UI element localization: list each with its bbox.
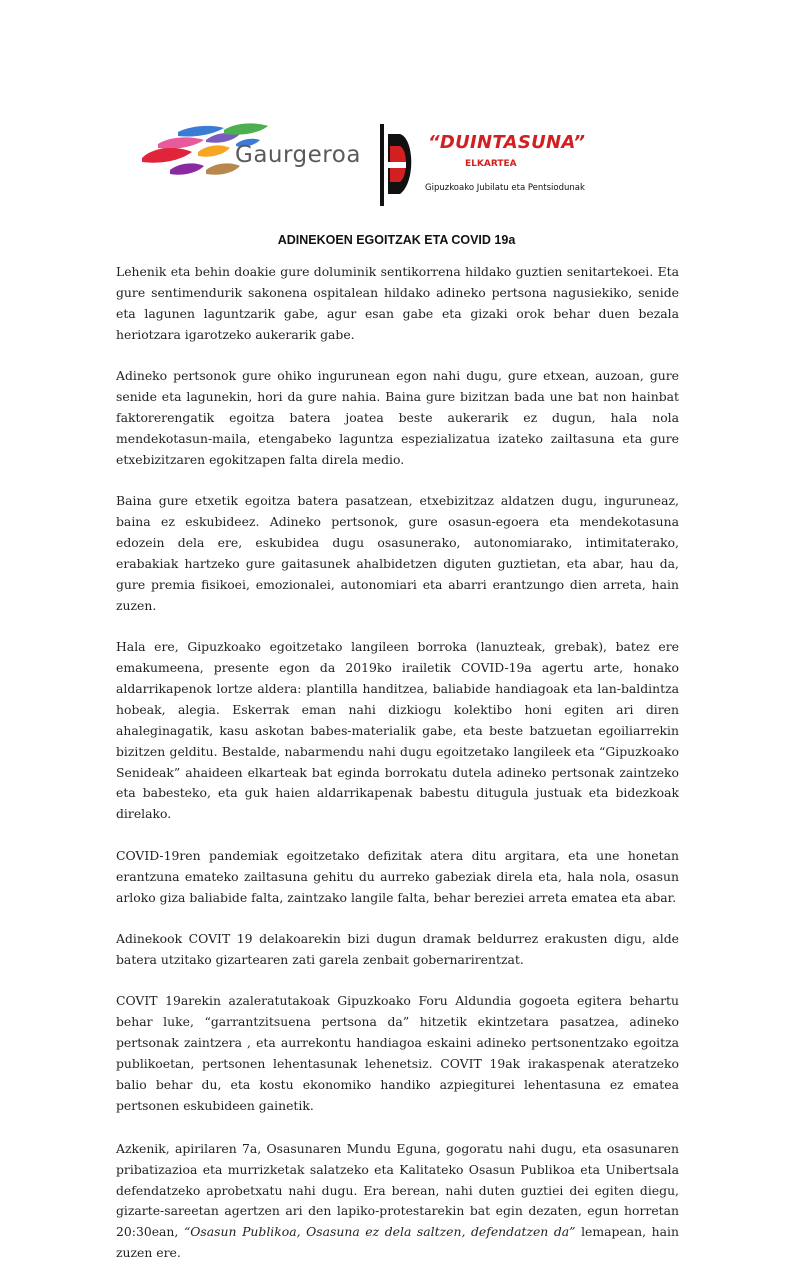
- paragraph-final-text: Azkenik, apirilaren 7a, Osasunaren Mundu Eguna, gogoratu nahi dugu, eta osasunaren pribatizazioa eta murrizketak salatzeko eta Kalitateko Osasun Publikoa eta Unibertsala defendatzeko aprobetxatu nahi dugu. Era berean, nahi duten guztiei dei egiten diegu, gizarte-sareetan agertzen ari den lapiko-protestarekin bat egin dezaten, egun horretan 20:30ean,: [116, 1140, 679, 1240]
- duintasuna-title: “DUINTASUNA”: [428, 132, 586, 153]
- duintasuna-description: Gipuzkoako Jubilatu eta Pentsiodunak: [425, 183, 585, 193]
- document-title: ADINEKOEN EGOITZAK ETA COVID 19a: [277, 233, 516, 247]
- gaurgeroa-logo: [140, 118, 361, 198]
- slogan-quote: “Osasun Publikoa, Osasuna ez dela saltzen, defendatzen da”: [183, 1224, 576, 1240]
- duintasuna-emblem: [378, 124, 418, 206]
- paragraph: Adineko pertsonok gure ohiko ingurunean egon nahi dugu, gure etxean, auzoan, gure senide eta lagunekin, hori da gure nahia. Baina gure bizitzan bada une bat non hainbat faktorerengatik egoitza batera joatea beste aukerarik ez dugun, hala nola mendekotasun-maila, etengabeko laguntza espezializatua izateko zailtasuna eta gure etxebizitzaren egokitzapen falta direla medio.: [116, 368, 679, 467]
- paragraph: Baina gure etxetik egoitza batera pasatzean, etxebizitzaz aldatzen dugu, inguruneaz, baina ez eskubideez. Adineko pertsonok, gure osasun-egoera eta mendekotasuna edozein dela ere, eskubidea dugu osasunerako, autonomiarako, intimitaterako, erabakiak hartzeko gure gaitasunek ahalbidetzen diguten guztietan, eta abar, hau da, gure premia fisikoei, emozionalei, autonomiari eta abarri erantzungo dien arreta, hain zuzen.: [116, 493, 679, 613]
- paragraph-final-end: lemapean, hain zuzen ere.: [116, 1224, 679, 1261]
- paragraph: Adinekook COVIT 19 delakoarekin bizi dugun dramak beldurrez erakusten digu, alde batera utzitako gizartearen zati garela zenbait gobernarirentzat.: [116, 930, 679, 967]
- logo-header: [0, 110, 793, 220]
- paragraph: Hala ere, Gipuzkoako egoitzetako langileen borroka (lanuzteak, grebak), batez ere emakumeena, presente egon da 2019ko irailetik COVID-19a agertu arte, honako aldarrikapenok lortze aldera: plantilla handitzea, baliabide handiagoak eta lan-baldintza hobeak, alegia. Eskerrak eman nahi dizkiogu kolektibo honi egiten ari diren ahaleginagatik, kasu askotan babes-materialik gabe, eta beste batzuetan egoiliarrekin bizitzen gelditu. Bestalde, nabarmendu nahi dugu egoitzetako langileek eta “Gipuzkoako Senideak” ahaideen elkarteak bat eginda borrokatu dutela adineko pertsonak zaintzeko eta babesteko, eta guk haien aldarrikapenak babestu ditugula justuak eta bidezkoak direlako.: [116, 639, 679, 822]
- paragraph: COVID-19ren pandemiak egoitzetako defizitak atera ditu argitara, eta une honetan erantzuna emateko zailtasuna gehitu du aurreko gabeziak direla eta, hala nola, osasun arloko giza baliabide falta, zaintzako langile falta, behar bereziei arreta ematea eta abar.: [116, 847, 679, 905]
- paragraph-final: [116, 1139, 679, 1264]
- paragraph: Lehenik eta behin doakie gure doluminik sentikorrena hildako guztien senitartekoei. Eta gure sentimendurik sakonena ospitalean hildako adineko pertsona nagusiekiko, senide eta lagunen laguntzarik gabe, agur esan gabe eta gizaki orok behar duen bezala heriotzara igarotzeko aukerarik gabe.: [116, 264, 679, 342]
- document-body: [116, 262, 679, 1264]
- duintasuna-subtitle: ELKARTEA: [465, 159, 517, 169]
- gaurgeroa-wordmark: Gaurgeroa: [235, 142, 361, 168]
- paragraph: COVIT 19arekin azaleratutakoak Gipuzkoako Foru Aldundia gogoeta egitera behartu behar luke, “garrantzitsuena pertsona da” hitzetik ekintzetara pasatzea, adineko pertsonak zaintzera , eta aurrekontu handiagoa eskaini adineko pertsonentzako egoitza publikoetan, pertsonen lehentasunak lehenetsiz. COVIT 19ak irakaspenak ateratzeko balio behar du, eta kostu ekonomiko handiko azpiegiturei lehentasuna ez ematea pertsonen eskubideen gainetik.: [116, 993, 679, 1113]
